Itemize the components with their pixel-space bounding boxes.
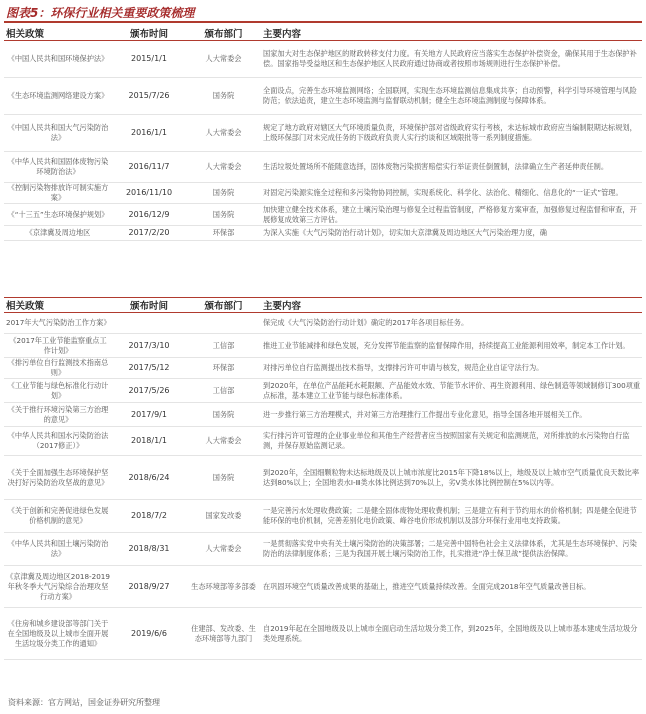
date-cell: 2016/11/7 <box>112 152 186 183</box>
date-cell: 2017/5/26 <box>112 379 186 403</box>
table-row <box>4 608 642 660</box>
content-cell: 全面设点，完善生态环境监测网络；全国联网，实现生态环境监测信息集成共享；自动预警，科学引导环境管理与风险防范；依法追责，建立生态环境监测与监督联动机制；健全生态环境监测制度与保障体系。 <box>261 78 642 115</box>
content-cell: 在巩固环境空气质量改善成果的基础上，推进空气质量持续改善。全面完成2018年空气质量改善目标。 <box>261 566 642 608</box>
policy-cell: 《中国人民共和国环境保护法》 <box>4 41 112 78</box>
table-header-row <box>4 298 642 313</box>
content-cell: 推进工业节能减排和绿色发展，充分发挥节能监察的监督保障作用，持续提高工业能源利用效率，制定本工作计划。 <box>261 334 642 358</box>
header-policy: 相关政策 <box>4 26 112 41</box>
date-cell: 2019/6/6 <box>112 608 186 660</box>
policy-cell: 《关于创新和完善促进绿色发展价格机制的意见》 <box>4 500 112 533</box>
table-body <box>4 41 642 241</box>
header-date: 颁布时间 <box>112 26 186 41</box>
date-cell: 2016/1/1 <box>112 115 186 152</box>
policy-cell: 《工业节能与绿色标准化行动计划》 <box>4 379 112 403</box>
content-cell: 国家加大对生态保护地区的财政转移支付力度。有关地方人民政府应当落实生态保护补偿资金，确保其用于生态保护补偿。国家指导受益地区和生态保护地区人民政府通过协商或者按照市场规则进行生态保护补偿。 <box>261 41 642 78</box>
dept-cell: 国家发改委 <box>186 500 261 533</box>
figure-title-bar <box>4 3 642 23</box>
date-cell: 2017/5/12 <box>112 358 186 379</box>
dept-cell: 国务院 <box>186 183 261 204</box>
table-row <box>4 427 642 456</box>
table-row <box>4 204 642 226</box>
content-cell: 对排污单位自行监测提出技术指导，支撑排污许可申请与核发，规范企业自证守法行为。 <box>261 358 642 379</box>
content-cell: 规定了地方政府对辖区大气环境质量负责，环境保护部对省级政府实行考核，未达标城市政府应当编制限期达标规划，上级环保部门对未完成任务的下级政府负责人实行约谈和区域限批等一系列制度措施。 <box>261 115 642 152</box>
content-cell: 对固定污染源实施全过程和多污染物协同控制，实现系统化、科学化、法治化、精细化、信息化的“一证式”管理。 <box>261 183 642 204</box>
dept-cell: 环保部 <box>186 358 261 379</box>
table-body <box>4 313 642 660</box>
table-row <box>4 78 642 115</box>
dept-cell: 国务院 <box>186 78 261 115</box>
policy-cell: 《排污单位自行监测技术指南总则》 <box>4 358 112 379</box>
content-cell: 一是贯彻落实党中央有关土壤污染防治的决策部署；二是完善中国特色社会主义法律体系，尤其是生态环境保护、污染防治的法律制度体系；三是为我国开展土壤污染防治工作，扎实推进“净土保卫战”提供法治保障。 <box>261 533 642 566</box>
table-row <box>4 379 642 403</box>
policy-cell: 《中华人民共和国固体废物污染环境防治法》 <box>4 152 112 183</box>
table-row <box>4 183 642 204</box>
table-row <box>4 115 642 152</box>
header-content: 主要内容 <box>261 26 642 41</box>
header-date: 颁布时间 <box>112 298 186 313</box>
content-cell: 自2019年起在全国地级及以上城市全面启动生活垃圾分类工作，到2025年，全国地级及以上城市基本建成生活垃圾分类处理系统。 <box>261 608 642 660</box>
table-row <box>4 358 642 379</box>
date-cell: 2018/9/27 <box>112 566 186 608</box>
date-cell: 2015/7/26 <box>112 78 186 115</box>
policy-cell: 《京津冀及周边地区 <box>4 226 112 241</box>
dept-cell: 生态环境部等多部委 <box>186 566 261 608</box>
table-row <box>4 41 642 78</box>
policy-cell: 《中华人民共和国水污染防治法（2017修正）》 <box>4 427 112 456</box>
header-dept: 颁布部门 <box>186 298 261 313</box>
content-cell: 生活垃圾处置场所不能随意选择，固体废物污染损害赔偿实行举证责任倒置制，法律确立生产者延伸责任制。 <box>261 152 642 183</box>
content-cell: 加快建立健全技术体系，建立土壤污染治理与修复全过程监管制度，严格修复方案审查，加强修复过程监督和审查，开展修复成效第三方评估。 <box>261 204 642 226</box>
header-content: 主要内容 <box>261 298 642 313</box>
dept-cell: 国务院 <box>186 456 261 500</box>
dept-cell: 工信部 <box>186 334 261 358</box>
dept-cell: 住建部、发改委、生态环境部等九部门 <box>186 608 261 660</box>
date-cell: 2018/1/1 <box>112 427 186 456</box>
dept-cell <box>186 313 261 334</box>
policy-table-top <box>4 26 642 241</box>
policy-cell: 《控制污染物排放许可制实施方案》 <box>4 183 112 204</box>
date-cell: 2016/12/9 <box>112 204 186 226</box>
date-cell: 2018/7/2 <box>112 500 186 533</box>
date-cell <box>112 313 186 334</box>
date-cell: 2017/9/1 <box>112 403 186 427</box>
policy-cell: 《关于推行环境污染第三方治理的意见》 <box>4 403 112 427</box>
policy-cell: 2017年大气污染防治工作方案》 <box>4 313 112 334</box>
dept-cell: 人大常委会 <box>186 427 261 456</box>
date-cell: 2017/2/20 <box>112 226 186 241</box>
date-cell: 2018/6/24 <box>112 456 186 500</box>
content-cell: 一是完善污水处理收费政策；二是健全固体废物处理收费机制；三是建立有利于节约用水的价格机制；四是健全促进节能环保的电价机制，完善差别化电价政策、峰谷电价形成机制以及部分环保行业用电支持政策。 <box>261 500 642 533</box>
dept-cell: 人大常委会 <box>186 152 261 183</box>
figure-title: 图表5：环保行业相关重要政策梳理 <box>6 6 195 20</box>
table-row <box>4 403 642 427</box>
date-cell: 2017/3/10 <box>112 334 186 358</box>
policy-table-bottom <box>4 297 642 660</box>
table-row <box>4 500 642 533</box>
table-row <box>4 152 642 183</box>
date-cell: 2018/8/31 <box>112 533 186 566</box>
policy-cell: 《京津冀及周边地区2018-2019年秋冬季大气污染综合治理攻坚行动方案》 <box>4 566 112 608</box>
dept-cell: 环保部 <box>186 226 261 241</box>
table-row <box>4 566 642 608</box>
policy-cell: 《生态环境监测网络建设方案》 <box>4 78 112 115</box>
content-cell: 到2020年，全国细颗粒物未达标地级及以上城市浓度比2015年下降18%以上，地级及以上城市空气质量优良天数比率达到80%以上；全国地表水Ⅰ-Ⅲ类水体比例达到70%以上，劣Ⅴ类水体比例控制在5%以内等。 <box>261 456 642 500</box>
policy-cell: 《中华人民共和国土壤污染防治法》 <box>4 533 112 566</box>
table-header-row <box>4 26 642 41</box>
date-cell: 2015/1/1 <box>112 41 186 78</box>
policy-cell: 《住房和城乡建设部等部门关于在全国地级及以上城市全面开展生活垃圾分类工作的通知》 <box>4 608 112 660</box>
policy-cell: 《中国人民共和国大气污染防治法》 <box>4 115 112 152</box>
policy-cell: 《关于全面加强生态环境保护坚决打好污染防治攻坚战的意见》 <box>4 456 112 500</box>
content-cell: 到2020年，在单位产品能耗水耗限额、产品能效水效、节能节水评价、再生资源利用、绿色制造等领域制修订300项重点标准，基本建立工业节能与绿色标准体系。 <box>261 379 642 403</box>
table-row <box>4 456 642 500</box>
dept-cell: 人大常委会 <box>186 41 261 78</box>
table-row <box>4 313 642 334</box>
date-cell: 2016/11/10 <box>112 183 186 204</box>
dept-cell: 国务院 <box>186 204 261 226</box>
dept-cell: 人大常委会 <box>186 533 261 566</box>
table-row <box>4 533 642 566</box>
table-row <box>4 226 642 241</box>
content-cell: 保完成《大气污染防治行动计划》确定的2017年各项目标任务。 <box>261 313 642 334</box>
policy-cell: 《2017年工业节能监察重点工作计划》 <box>4 334 112 358</box>
content-cell: 为深入实施《大气污染防治行动计划》，切实加大京津冀及周边地区大气污染治理力度，确 <box>261 226 642 241</box>
policy-cell: 《“十三五”生态环境保护规划》 <box>4 204 112 226</box>
header-policy: 相关政策 <box>4 298 112 313</box>
dept-cell: 工信部 <box>186 379 261 403</box>
header-dept: 颁布部门 <box>186 26 261 41</box>
dept-cell: 国务院 <box>186 403 261 427</box>
content-cell: 实行排污许可管理的企业事业单位和其他生产经营者应当按照国家有关规定和监测规范，对所排放的水污染物自行监测，并保存原始监测记录。 <box>261 427 642 456</box>
source-note: 资料来源：官方网站，国金证券研究所整理 <box>8 698 160 707</box>
dept-cell: 人大常委会 <box>186 115 261 152</box>
table-row <box>4 334 642 358</box>
content-cell: 进一步推行第三方治理模式，并对第三方治理推行工作提出专业化意见，指导全国各地开展相关工作。 <box>261 403 642 427</box>
